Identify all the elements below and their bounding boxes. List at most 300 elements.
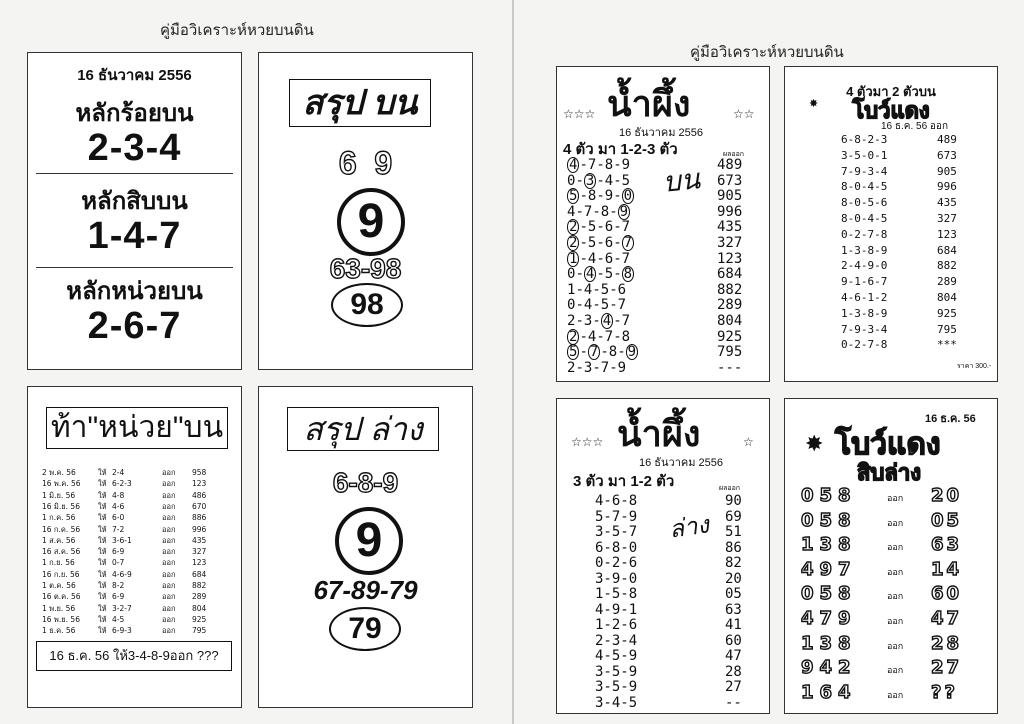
row-digits: 138 bbox=[801, 632, 857, 654]
table-row bbox=[595, 586, 742, 602]
digit: 6 bbox=[604, 235, 614, 251]
table-row bbox=[42, 490, 206, 502]
row-digits: 2-4-9-0 bbox=[841, 259, 888, 273]
row-out-label: ออก bbox=[162, 513, 176, 523]
table-row bbox=[42, 569, 206, 581]
table-row bbox=[567, 235, 742, 251]
digit: 4 bbox=[587, 250, 597, 267]
digit: 8 bbox=[600, 203, 610, 220]
row-give-label: ให้ bbox=[98, 468, 107, 477]
table-row bbox=[841, 212, 957, 225]
row-out-label: ออก bbox=[887, 617, 904, 627]
row-result: 925 bbox=[192, 614, 207, 624]
table-row bbox=[42, 580, 206, 592]
panel-date: 16 ธ.ค. 56 ออก bbox=[881, 121, 948, 132]
row-result: 886 bbox=[192, 513, 207, 523]
row-result: 14 bbox=[931, 558, 963, 580]
table-row bbox=[595, 509, 742, 525]
table-row bbox=[595, 571, 742, 587]
digit: 9 bbox=[627, 344, 637, 361]
handwritten-stamp: บน bbox=[661, 163, 702, 198]
table-row bbox=[841, 165, 957, 178]
row-result: 905 bbox=[937, 164, 957, 178]
row-out-label: ออก bbox=[162, 479, 176, 489]
challenge-units-title: ท้า"หน่วย"บน bbox=[46, 407, 228, 449]
row-result: 05 bbox=[725, 586, 742, 602]
row-result: 123 bbox=[717, 250, 743, 267]
row-result: 905 bbox=[717, 188, 743, 205]
table-row bbox=[567, 329, 742, 345]
table-row bbox=[595, 695, 742, 711]
row-digits: 1-3-8-9 bbox=[841, 306, 888, 320]
table-row bbox=[567, 360, 742, 376]
row-digits: 2-4 bbox=[112, 468, 125, 477]
table-row bbox=[42, 614, 206, 626]
digit: 9 bbox=[619, 203, 629, 220]
row-out-label: ออก bbox=[887, 494, 904, 504]
row-digits: 4-9-1 bbox=[595, 601, 638, 618]
star-icons: ☆☆☆ bbox=[571, 435, 604, 449]
row-out-label: ออก bbox=[162, 614, 176, 624]
digit: 6 bbox=[604, 219, 614, 236]
row-out-label: ออก bbox=[162, 581, 176, 590]
row-digits: 2 -5-6- 7 bbox=[569, 235, 633, 251]
row-result: 123 bbox=[192, 479, 207, 489]
row-date: 1 ธ.ค. 56 bbox=[42, 626, 76, 636]
page-spine bbox=[512, 0, 514, 724]
table-row bbox=[841, 228, 957, 241]
row-digits: 4-6 bbox=[112, 501, 125, 511]
row-result: 289 bbox=[192, 592, 207, 602]
digit: 4 bbox=[602, 313, 612, 329]
row-result: 05 bbox=[931, 509, 963, 531]
row-date: 1 ส.ค. 56 bbox=[42, 535, 76, 545]
table-row bbox=[567, 219, 742, 235]
row-date: 1 พ.ย. 56 bbox=[42, 603, 76, 613]
table-row bbox=[567, 297, 742, 313]
digit: 7 bbox=[617, 297, 627, 314]
row-digits: 138 bbox=[801, 534, 857, 556]
row-result: 882 bbox=[937, 259, 957, 273]
row-result: --- bbox=[717, 359, 743, 376]
digit: 8 bbox=[604, 157, 614, 173]
row-give-label: ให้ bbox=[98, 626, 107, 636]
row-digits: 4-5 bbox=[112, 614, 125, 624]
row-result: 925 bbox=[717, 328, 743, 345]
row-out-label: ออก bbox=[887, 567, 904, 578]
table-row bbox=[595, 617, 742, 633]
digit: 3 bbox=[583, 313, 593, 329]
digit: 2 bbox=[569, 328, 578, 345]
row-digits: 0-2-7-8 bbox=[841, 338, 888, 352]
row-digits: 2-3-4 bbox=[595, 632, 638, 649]
row-digits: 6-9 bbox=[112, 547, 125, 557]
table-row bbox=[567, 282, 742, 298]
row-digits: 4-7-8- 9 bbox=[567, 203, 629, 220]
row-out-label: ออก bbox=[162, 558, 176, 568]
namphueng-bottom-panel bbox=[556, 398, 770, 714]
row-result: 673 bbox=[937, 148, 957, 162]
row-out-label: ออก bbox=[162, 626, 176, 636]
row-result: 47 bbox=[725, 648, 742, 664]
row-digits: 7-9-3-4 bbox=[841, 322, 888, 336]
row-digits: 9-1-6-7 bbox=[841, 275, 888, 289]
row-result: 435 bbox=[192, 535, 207, 545]
row-digits: 3-5-7 bbox=[595, 524, 638, 540]
divider bbox=[36, 173, 233, 174]
digit: 9 bbox=[604, 188, 614, 205]
table-row bbox=[567, 344, 742, 360]
row-date: 16 พ.ย. 56 bbox=[42, 614, 80, 624]
row-result: 289 bbox=[937, 275, 957, 289]
digit: 8 bbox=[608, 344, 618, 361]
digit: 7 bbox=[600, 359, 610, 376]
row-give-label: ให้ bbox=[98, 614, 107, 624]
table-row bbox=[42, 546, 206, 558]
digit: 7 bbox=[621, 219, 631, 236]
row-digits: 1 -4-6-7 bbox=[569, 250, 631, 267]
handwritten-stamp: ล่าง bbox=[667, 511, 711, 544]
row-digits: 4-6-9 bbox=[112, 569, 132, 579]
table-row bbox=[595, 602, 742, 618]
row-result: 925 bbox=[937, 306, 957, 320]
summary-bottom-oval: 79 bbox=[329, 607, 401, 651]
row-digits: 0-2-7-8 bbox=[841, 227, 888, 241]
row-result: 996 bbox=[192, 524, 207, 534]
row-date: 1 ก.ค. 56 bbox=[42, 513, 76, 523]
digit: 7 bbox=[621, 250, 631, 267]
table-row bbox=[841, 338, 957, 351]
row-result: 27 bbox=[931, 657, 963, 679]
summary-bottom-line1: 6-8-9 bbox=[332, 467, 399, 498]
row-date: 1 ต.ค. 56 bbox=[42, 581, 76, 590]
row-digits: 6-8-0 bbox=[595, 539, 638, 556]
table-row bbox=[841, 244, 957, 257]
row-result: 63 bbox=[725, 601, 742, 618]
summary-bottom-line2: 67-89-79 bbox=[313, 575, 418, 605]
row-digits: 164 bbox=[801, 681, 857, 703]
row-result: 63 bbox=[931, 534, 963, 556]
table-row bbox=[567, 204, 742, 220]
digit: 0 bbox=[623, 188, 633, 205]
table-row bbox=[801, 682, 958, 703]
digit: 5 bbox=[600, 297, 610, 314]
row-result: 804 bbox=[717, 313, 743, 329]
namphueng-top-panel bbox=[556, 66, 770, 382]
digit: 2 bbox=[569, 235, 578, 251]
bowdaeng-brand: โบว์แดง bbox=[852, 98, 930, 123]
row-out-label: ออก bbox=[887, 690, 904, 701]
star-icon: ✸ bbox=[809, 98, 819, 110]
row-date: 2 พ.ค. 56 bbox=[42, 468, 76, 477]
row-give-label: ให้ bbox=[98, 513, 107, 523]
digit: 4 bbox=[587, 328, 597, 345]
row-result: 327 bbox=[937, 212, 957, 225]
summary-bottom-title: สรุป ล่าง bbox=[287, 407, 439, 451]
table-row bbox=[42, 557, 206, 569]
challenge-units-panel bbox=[27, 386, 242, 708]
bowdaeng-top-panel bbox=[784, 66, 998, 382]
row-digits: 8-0-4-5 bbox=[841, 212, 888, 225]
table-row bbox=[567, 251, 742, 267]
digit: 7 bbox=[589, 344, 599, 361]
table-row bbox=[595, 648, 742, 664]
row-digits: 6-0 bbox=[112, 513, 125, 523]
table-row bbox=[595, 679, 742, 695]
left-page-header: คู่มือวิเคราะห์หวยบนดิน bbox=[160, 22, 314, 39]
digit: 4 bbox=[583, 297, 593, 314]
row-result: 489 bbox=[937, 133, 957, 146]
row-digits: 6-8-2-3 bbox=[841, 133, 888, 146]
row-result: 684 bbox=[937, 243, 957, 257]
row-digits: 8-2 bbox=[112, 581, 125, 590]
row-digits: 2 -5-6-7 bbox=[569, 219, 631, 236]
table-row bbox=[801, 583, 962, 604]
table-row bbox=[567, 173, 742, 189]
row-result: 327 bbox=[717, 235, 743, 251]
row-digits: 8-0-5-6 bbox=[841, 196, 888, 210]
row-result: 69 bbox=[725, 508, 742, 525]
row-out-label: ออก bbox=[162, 603, 176, 613]
row-result: 60 bbox=[725, 632, 742, 649]
panel-top-label: 4 ตัวมา 2 ตัวบน bbox=[846, 84, 936, 99]
digit: 9 bbox=[621, 157, 631, 173]
row-out-label: ออก bbox=[162, 501, 176, 511]
row-out-label: ออก bbox=[162, 490, 176, 500]
row-digits: 1-4-5-6 bbox=[567, 281, 627, 298]
panel-subtitle: สิบล่าง bbox=[857, 460, 921, 485]
row-result: 804 bbox=[192, 603, 207, 613]
table-row bbox=[567, 313, 742, 329]
digit: 7 bbox=[621, 313, 631, 329]
digit: 2 bbox=[569, 219, 578, 236]
row-result: 20 bbox=[931, 485, 963, 506]
panel-date: 16 ธันวาคม 2556 bbox=[619, 127, 704, 139]
tens-heading: หลักสิบบน bbox=[81, 188, 188, 215]
row-digits: 0-2-6 bbox=[595, 555, 638, 571]
table-row bbox=[841, 275, 957, 288]
table-row bbox=[801, 510, 962, 531]
table-row bbox=[801, 608, 962, 629]
digit-position-panel bbox=[27, 52, 242, 370]
row-date: 16 ส.ค. 56 bbox=[42, 547, 81, 557]
row-out-label: ออก bbox=[162, 524, 176, 534]
panel-date: 16 ธันวาคม 2556 bbox=[77, 67, 192, 84]
row-out-label: ออก bbox=[887, 641, 904, 652]
row-result: 41 bbox=[725, 617, 742, 633]
row-date: 1 ก.ย. 56 bbox=[42, 558, 75, 568]
row-give-label: ให้ bbox=[98, 592, 107, 602]
namphueng-title: น้ำผึ้ง bbox=[607, 83, 691, 124]
table-row bbox=[801, 559, 962, 580]
row-result: 123 bbox=[192, 558, 207, 568]
row-result: 804 bbox=[937, 291, 957, 304]
row-digits: 058 bbox=[801, 583, 857, 605]
table-row bbox=[801, 657, 962, 678]
hundreds-heading: หลักร้อยบน bbox=[75, 100, 194, 127]
table-row bbox=[42, 524, 206, 536]
row-digits: 3-9-0 bbox=[595, 570, 638, 587]
digit: 1 bbox=[569, 250, 578, 267]
price-label: ราคา 300.- bbox=[957, 363, 992, 370]
row-digits: 4-6-1-2 bbox=[841, 291, 888, 304]
digit: 4 bbox=[585, 266, 595, 283]
row-result: 882 bbox=[717, 281, 743, 298]
row-result: 673 bbox=[717, 172, 743, 189]
digit: 6 bbox=[604, 250, 614, 267]
table-row bbox=[567, 188, 742, 204]
row-date: 16 ก.ค. 56 bbox=[42, 524, 81, 534]
summary-top-line: 63-98 bbox=[329, 253, 402, 284]
row-digits: 5 -8-9- 0 bbox=[569, 188, 633, 205]
tens-value: 1-4-7 bbox=[87, 215, 182, 257]
digit: 8 bbox=[587, 188, 597, 205]
row-digits: 3-6-1 bbox=[112, 535, 132, 545]
row-out-label: ออก bbox=[162, 592, 176, 602]
units-heading: หลักหน่วยบน bbox=[66, 278, 203, 305]
row-give-label: ให้ bbox=[98, 501, 107, 511]
table-row bbox=[595, 493, 742, 509]
row-result: 489 bbox=[717, 157, 743, 173]
row-result: 28 bbox=[725, 663, 742, 680]
table-row bbox=[801, 633, 962, 654]
row-result: 795 bbox=[937, 322, 957, 336]
row-date: 16 มิ.ย. 56 bbox=[42, 501, 80, 511]
row-digits: 1-2-6 bbox=[595, 617, 638, 633]
row-result: 47 bbox=[931, 608, 963, 629]
main-number: 9 bbox=[357, 195, 385, 248]
row-digits: 6-9 bbox=[112, 592, 125, 602]
row-result: 996 bbox=[937, 180, 957, 194]
row-digits: 2-3- 4 -7 bbox=[567, 313, 631, 329]
panel-date: 16 ธ.ค. 56 bbox=[925, 413, 976, 425]
row-result: 882 bbox=[192, 581, 207, 590]
row-digits: 6-2-3 bbox=[112, 479, 132, 489]
row-result: 958 bbox=[192, 468, 207, 477]
digit: 5 bbox=[569, 188, 578, 205]
row-give-label: ให้ bbox=[98, 603, 107, 613]
row-give-label: ให้ bbox=[98, 490, 107, 500]
digit: 1 bbox=[567, 281, 576, 298]
table-row bbox=[567, 157, 742, 173]
row-result: 60 bbox=[931, 583, 963, 605]
result-column-label: ผลออก bbox=[723, 151, 745, 158]
digit: 2 bbox=[567, 359, 576, 376]
row-give-label: ให้ bbox=[98, 535, 107, 545]
star-icons: ☆☆☆ bbox=[563, 107, 596, 121]
row-out-label: ออก bbox=[162, 569, 176, 579]
row-digits: 2-3-7-9 bbox=[567, 359, 627, 376]
table-row bbox=[42, 501, 206, 513]
row-out-label: ออก bbox=[887, 666, 904, 677]
summary-top-title: สรุป บน bbox=[289, 79, 431, 127]
digit: 8 bbox=[623, 266, 633, 283]
digit: 6 bbox=[617, 281, 627, 298]
digit: 7 bbox=[604, 328, 614, 345]
table-row bbox=[595, 555, 742, 571]
main-number-circle bbox=[335, 507, 403, 575]
table-row bbox=[567, 266, 742, 282]
row-digits: 3-5-9 bbox=[595, 663, 638, 680]
table-row bbox=[595, 664, 742, 680]
row-result: 20 bbox=[725, 570, 742, 587]
row-digits: 8-0-4-5 bbox=[841, 180, 888, 194]
row-result: 486 bbox=[192, 490, 207, 500]
row-digits: 497 bbox=[801, 558, 857, 580]
challenge-units-footer: 16 ธ.ค. 56 ให้3-4-8-9ออก ??? bbox=[36, 641, 232, 671]
row-date: 16 ต.ค. 56 bbox=[42, 592, 81, 602]
row-digits: 0- 4 -5- 8 bbox=[567, 266, 633, 283]
row-result: 996 bbox=[717, 203, 743, 220]
table-row bbox=[42, 625, 206, 637]
digit: 0 bbox=[567, 266, 576, 283]
row-digits: 479 bbox=[801, 608, 857, 629]
row-result: 670 bbox=[192, 501, 207, 511]
table-row bbox=[841, 180, 957, 193]
star-icon: ✸ bbox=[805, 431, 824, 456]
summary-bottom-panel bbox=[258, 386, 473, 708]
row-digits: 4-8 bbox=[112, 490, 125, 500]
table-row bbox=[841, 196, 957, 209]
row-digits: 5 - 7 -8- 9 bbox=[569, 344, 637, 361]
row-digits: 0-4-5-7 bbox=[567, 297, 627, 314]
table-row bbox=[595, 633, 742, 649]
table-row bbox=[42, 603, 206, 615]
digit: 5 bbox=[587, 219, 597, 236]
row-out-label: ออก bbox=[162, 468, 176, 477]
table-row bbox=[42, 478, 206, 490]
row-give-label: ให้ bbox=[98, 581, 107, 590]
divider bbox=[36, 267, 233, 268]
table-row bbox=[595, 540, 742, 556]
summary-top-oval: 98 bbox=[331, 283, 403, 327]
digit: 3 bbox=[583, 359, 593, 376]
digit: 7 bbox=[587, 157, 597, 173]
table-row bbox=[801, 534, 962, 555]
table-row bbox=[841, 307, 957, 320]
row-digits: 0-7 bbox=[112, 558, 125, 568]
row-digits: 942 bbox=[801, 657, 857, 679]
row-out-label: ออก bbox=[887, 543, 904, 554]
row-give-label: ให้ bbox=[98, 569, 107, 579]
namphueng-title: น้ำผึ้ง bbox=[617, 413, 701, 454]
table-row bbox=[42, 591, 206, 603]
panel-date: 16 ธันวาคม 2556 bbox=[639, 457, 724, 469]
row-result: 684 bbox=[192, 569, 207, 579]
row-result: 684 bbox=[717, 266, 743, 283]
digit: 2 bbox=[567, 313, 576, 329]
digit: 8 bbox=[621, 328, 631, 345]
result-column-label: ผลออก bbox=[719, 485, 741, 492]
row-digits: 5-7-9 bbox=[595, 508, 638, 525]
summary-top-panel bbox=[258, 52, 473, 370]
row-digits: 4-5-9 bbox=[595, 648, 638, 664]
row-result: 86 bbox=[725, 539, 742, 556]
table-row bbox=[801, 485, 962, 506]
main-number: 9 bbox=[355, 514, 383, 567]
row-digits: 3-5-0-1 bbox=[841, 148, 888, 162]
units-value: 2-6-7 bbox=[87, 305, 182, 347]
summary-top-pair: 6 9 bbox=[338, 145, 393, 181]
digit: 5 bbox=[600, 281, 610, 298]
star-icons: ☆☆ bbox=[733, 107, 755, 121]
row-date: 16 พ.ค. 56 bbox=[42, 479, 81, 489]
digit: 4 bbox=[604, 172, 614, 189]
row-result: 90 bbox=[725, 493, 742, 509]
bowdaeng-bottom-panel bbox=[784, 398, 998, 714]
digit: 5 bbox=[621, 172, 631, 189]
digit: 5 bbox=[587, 235, 597, 251]
